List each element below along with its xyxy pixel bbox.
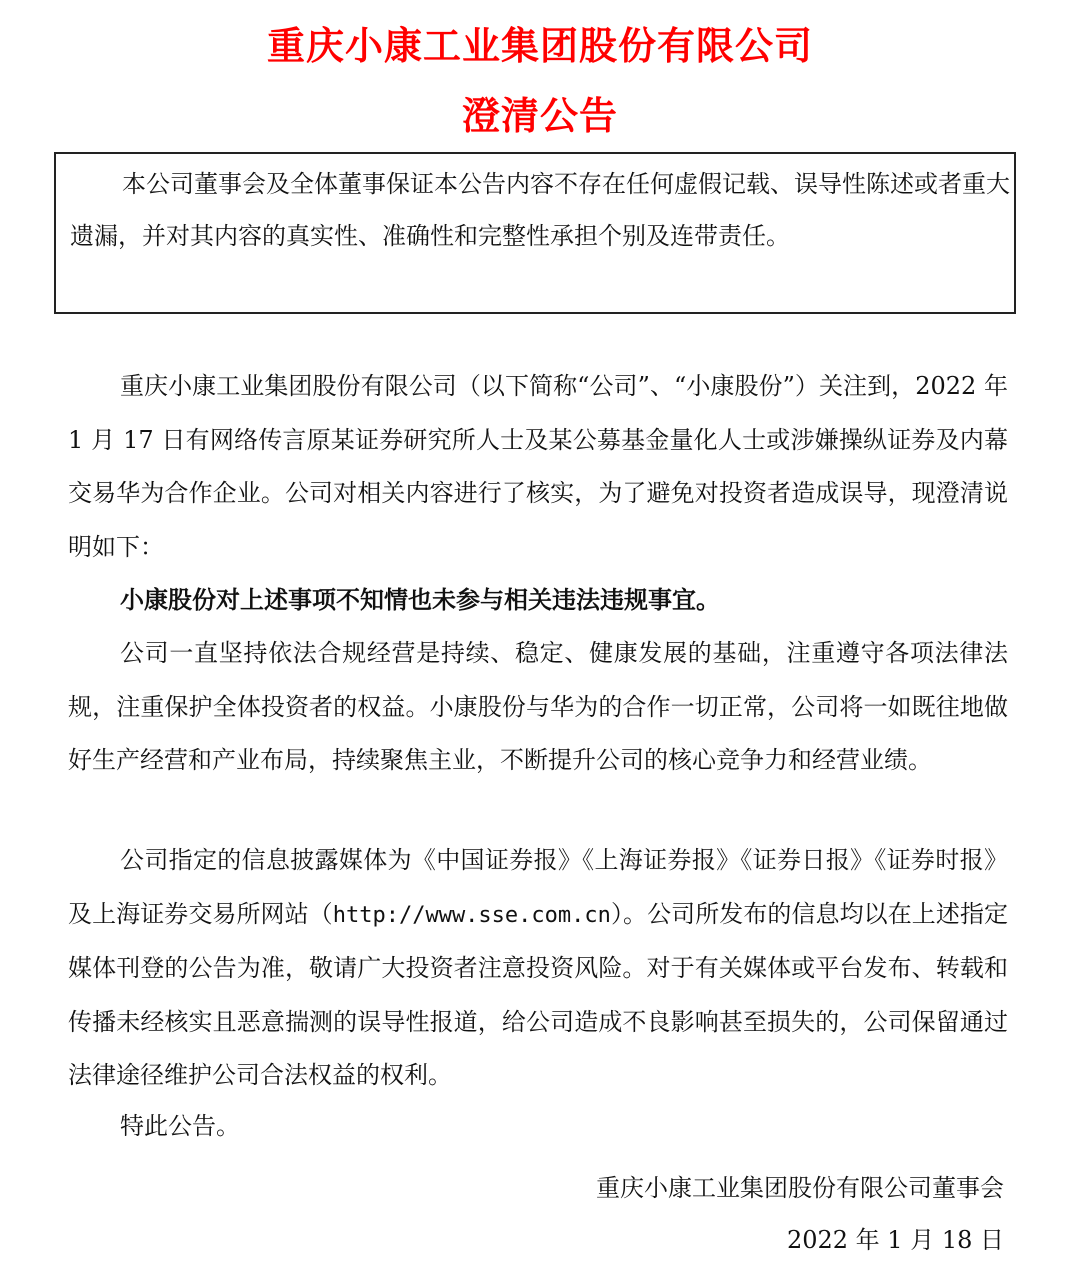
signature-issuer: 重庆小康工业集团股份有限公司董事会 (596, 1174, 1004, 1202)
paragraph-statement: 小康股份对上述事项不知情也未参与相关违法违规事宜。 (120, 586, 720, 614)
paragraph-closing: 特此公告。 (120, 1112, 240, 1140)
paragraph-background: 重庆小康工业集团股份有限公司（以下简称“公司”、“小康股份”）关注到，2022 年 1 月 17 日有网络传言原某证券研究所人士及某公募基金量化人士或涉嫌操纵证券及内幕交易华为合作企业。公司对相关内容进行了核实，为了避免对投资者造成误导，现澄清说明如下： (68, 372, 1008, 561)
paragraph-media (68, 834, 1008, 1103)
disclaimer-box (54, 152, 1016, 314)
paragraph-compliance: 公司一直坚持依法合规经营是持续、稳定、健康发展的基础，注重遵守各项法律法规，注重保护全体投资者的权益。小康股份与华为的合作一切正常，公司将一如既往地做好生产经营和产业布局，持续聚焦主业，不断提升公司的核心竞争力和经营业绩。 (68, 639, 1008, 774)
notice-title: 澄清公告 (461, 94, 618, 138)
signature-date: 2022 年 1 月 18 日 (786, 1226, 1004, 1254)
media-text-before: 公司指定的信息披露媒体为《中国证券报》《上海证券报》《证券日报》《证券时报》及上海证券交易所网站（ (68, 846, 1008, 928)
sse-website-link[interactable]: http://www.sse.com.cn (332, 902, 611, 928)
company-title: 重庆小康工业集团股份有限公司 (266, 24, 813, 68)
media-text-after: ）。公司所发布的信息均以在上述指定媒体刊登的公告为准，敬请广大投资者注意投资风险。对于有关媒体或平台发布、转载和传播未经核实且恶意揣测的误导性报道，给公司造成不良影响甚至损失的，公司保留通过法律途径维护公司合法权益的权利。 (68, 899, 1009, 1089)
disclaimer-text: 本公司董事会及全体董事保证本公告内容不存在任何虚假记载、误导性陈述或者重大遗漏，并对其内容的真实性、准确性和完整性承担个别及连带责任。 (70, 170, 1010, 250)
